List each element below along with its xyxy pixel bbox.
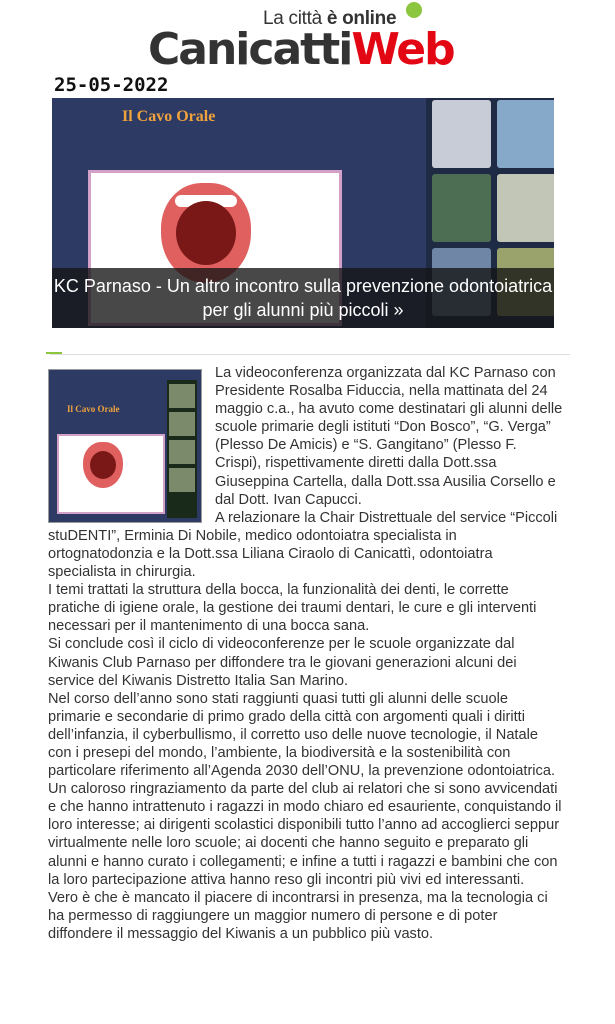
site-logo[interactable]: CanicattiWeb bbox=[148, 24, 454, 75]
hero-banner[interactable] bbox=[52, 98, 554, 328]
masthead bbox=[0, 0, 615, 75]
article-paragraph: I temi trattati la struttura della bocca, la funzionalità dei denti, le corrette pratiche di igiene orale, la gestione dei traumi dentari, le cure e gli interventi necessari per il mantenimento di una bocca sana. bbox=[48, 582, 537, 635]
site-tagline: La città è online bbox=[263, 8, 397, 29]
divider bbox=[50, 354, 570, 355]
article-paragraph: A relazionare la Chair Distrettuale del service “Piccoli stuDENTI”, Erminia Di Nobile, medico odontoiatra specialista in ortognatodonzia e la Dott.ssa Liliana Ciraolo di Canicattì, odontoiatra specialista in chirurgia. bbox=[48, 509, 558, 581]
article-paragraph: La videoconferenza organizzata dal KC Parnaso con Presidente Rosalba Fiduccia, nella mattinata del 24 maggio c.a., ha avuto come destinatari gli alunni delle scuole primarie degli istituti “Don Bosco”, “G. Verga” (Plesso De Amicis) e “S. Gangitano” (Plesso F. Crispi), rispettivamente diretti dalla Dott.ssa Giuseppina Cartella, dalla Dott.ssa Ausilia Corsello e dal Dott. Ivan Capucci. bbox=[215, 365, 563, 508]
divider-accent bbox=[46, 352, 62, 354]
logo-dot-icon bbox=[406, 2, 422, 18]
thumbnail-slide-title: Il Cavo Orale bbox=[67, 404, 120, 414]
article-date: 25-05-2022 bbox=[54, 74, 169, 96]
participant-tile bbox=[497, 174, 554, 242]
slide-title: Il Cavo Orale bbox=[122, 108, 216, 125]
participant-tile bbox=[497, 100, 554, 168]
article-body bbox=[48, 364, 564, 943]
article-paragraph: Un caloroso ringraziamento da parte del club ai relatori che si sono avvicendati e che hanno intrattenuto i ragazzi in modo chiaro ed esauriente, conquistando il loro interesse; ai dirigenti scolastici disponibili tutto l’anno ad accoglierci seppur virtualmente nelle loro scuole; ai docenti che hanno seguito e preparato gli alunni e hanno curato i collegamenti; e infine a tutti i ragazzi e bambini che con la loro partecipazione attiva hanno reso gli incontri più vivi ed interessanti. bbox=[48, 781, 562, 888]
article-paragraph: Nel corso dell’anno sono stati raggiunti quasi tutti gli alunni delle scuole primarie e secondarie di primo grado della città con argomenti quali i diritti dell’infanzia, il cyberbullismo, il corretto uso delle nuove tecnologie, il Natale con i presepi del mondo, l’ambiente, la biodiversità e la sostenibilità con particolare riferimento all’Agenda 2030 dell’ONU, la prevenzione odontoiatrica. bbox=[48, 690, 556, 780]
article-paragraph: Si conclude così il ciclo di videoconferenze per le scuole organizzate dal Kiwanis Club Parnaso per diffondere tra le giovani generazioni alcuni dei service del Kiwanis Distretto Italia San Marino. bbox=[48, 636, 517, 689]
hero-caption-link[interactable]: KC Parnaso - Un altro incontro sulla prevenzione odontoiatrica per gli alunni più piccoli » bbox=[52, 268, 554, 328]
article-paragraph: Vero è che è mancato il piacere di incontrarsi in presenza, ma la tecnologia ci ha permesso di raggiungere un maggior numero di persone e di poter diffondere il messaggio del Kiwanis a un pubblico più vasto. bbox=[48, 889, 548, 942]
participant-tile bbox=[432, 100, 491, 168]
participant-tile bbox=[432, 174, 491, 242]
